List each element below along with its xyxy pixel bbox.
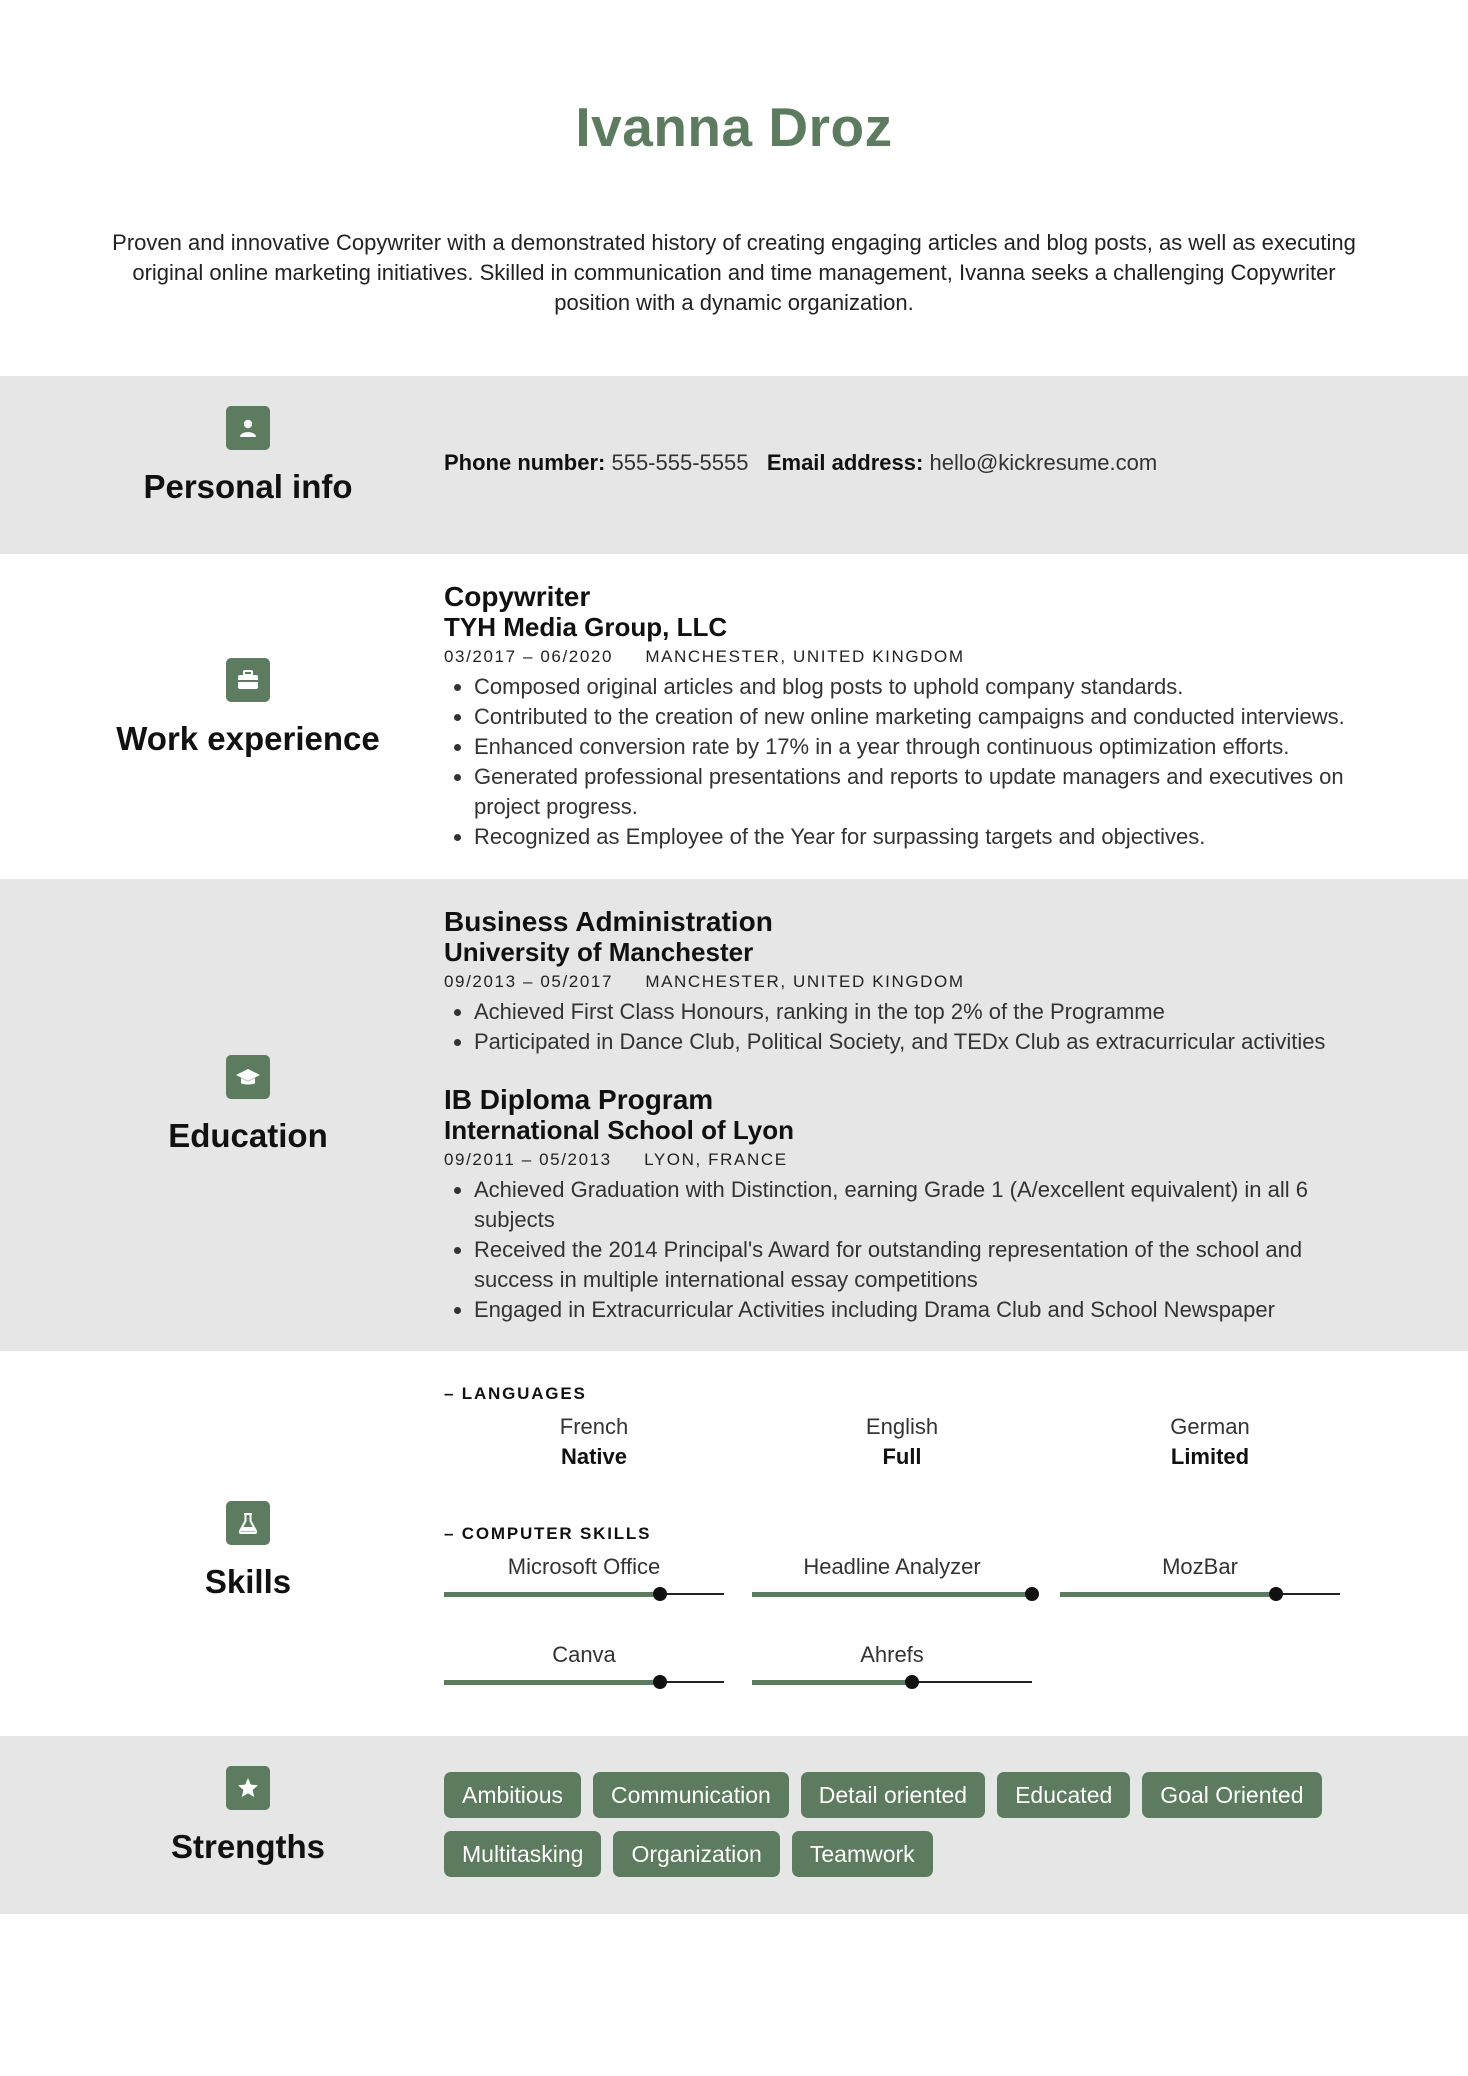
education-dates: 09/2011 – 05/2013 xyxy=(444,1150,612,1169)
language-level: Native xyxy=(560,1444,628,1469)
skill-rating-bar xyxy=(752,1674,1032,1690)
language-level: Full xyxy=(882,1444,922,1469)
section-skills xyxy=(0,1351,1468,1736)
work-content xyxy=(444,582,1374,852)
skill-rating-bar xyxy=(444,1586,724,1602)
language-item xyxy=(752,1412,1052,1472)
education-dates: 09/2013 – 05/2017 xyxy=(444,972,614,991)
graduation-cap-icon xyxy=(226,1055,270,1099)
strength-tag: Communication xyxy=(593,1772,789,1818)
school-name: International School of Lyon xyxy=(444,1115,795,1145)
skill-rating-fill xyxy=(752,1592,1032,1597)
skill-name: Ahrefs xyxy=(860,1642,924,1667)
computer-skill-item xyxy=(444,1552,724,1602)
skill-rating-fill xyxy=(444,1680,660,1685)
language-name: German xyxy=(1170,1414,1250,1439)
education-bullets xyxy=(444,997,1374,1057)
list-item: • Participated in Dance Club, Political Society, and TEDx Club as extracurricular activities xyxy=(474,1027,1374,1057)
strength-tags xyxy=(444,1772,1374,1890)
computer-skill-item xyxy=(444,1640,724,1690)
language-level: Limited xyxy=(1170,1444,1250,1469)
list-item: • Achieved First Class Honours, ranking in the top 2% of the Programme xyxy=(474,997,1374,1027)
languages-heading: – LANGUAGES xyxy=(444,1384,587,1403)
personal-info-sidebar xyxy=(0,406,496,506)
list-item: • Achieved Graduation with Distinction, earning Grade 1 (A/excellent equivalent) in all 6 subjects xyxy=(474,1175,1374,1235)
skills-sidebar xyxy=(0,1501,496,1601)
computer-skills-grid xyxy=(444,1552,1374,1728)
strength-tag: Multitasking xyxy=(444,1831,601,1877)
language-name: English xyxy=(865,1414,939,1439)
language-name: French xyxy=(559,1414,629,1439)
section-title: Work experience xyxy=(116,720,380,757)
computer-skill-item xyxy=(752,1552,1032,1602)
section-title: Education xyxy=(168,1117,328,1154)
skill-rating-bar xyxy=(752,1586,1032,1602)
education-meta xyxy=(444,1149,1374,1171)
strength-tag: Ambitious xyxy=(444,1772,581,1818)
strength-tag: Goal Oriented xyxy=(1142,1772,1321,1818)
computer-skill-item xyxy=(752,1640,1032,1690)
section-title: Skills xyxy=(204,1563,292,1600)
email-label: Email address: xyxy=(766,450,924,475)
job-meta xyxy=(444,646,1374,668)
skill-rating-fill xyxy=(1060,1592,1276,1597)
section-title: Personal info xyxy=(143,468,353,505)
flask-icon xyxy=(226,1501,270,1545)
list-item: • Generated professional presentations and reports to update managers and executives on project progress. xyxy=(474,762,1374,822)
skill-name: Microsoft Office xyxy=(507,1554,661,1579)
list-item: • Composed original articles and blog posts to uphold company standards. xyxy=(474,672,1374,702)
degree-title: Business Administration xyxy=(444,906,773,937)
section-education xyxy=(0,879,1468,1351)
section-personal-info xyxy=(0,376,1468,554)
language-item xyxy=(1060,1412,1360,1472)
list-item: • Enhanced conversion rate by 17% in a year through continuous optimization efforts. xyxy=(474,732,1374,762)
work-sidebar xyxy=(0,658,496,758)
education-content xyxy=(444,907,1374,1325)
degree-title: IB Diploma Program xyxy=(444,1084,714,1115)
star-icon xyxy=(226,1766,270,1810)
computer-skills-heading: – COMPUTER SKILLS xyxy=(444,1524,652,1543)
skill-name: Headline Analyzer xyxy=(803,1554,981,1579)
phone-label: Phone number: xyxy=(444,450,606,475)
skill-rating-fill xyxy=(444,1592,660,1597)
job-bullets xyxy=(444,672,1374,852)
list-item: • Contributed to the creation of new online marketing campaigns and conducted interviews. xyxy=(474,702,1374,732)
skill-rating-marker xyxy=(1025,1587,1039,1601)
skill-rating-marker xyxy=(905,1675,919,1689)
job-company: TYH Media Group, LLC xyxy=(444,612,728,642)
list-item: • Engaged in Extracurricular Activities including Drama Club and School Newspaper xyxy=(474,1295,1374,1325)
skill-name: MozBar xyxy=(1162,1554,1238,1579)
phone-value: 555-555-5555 xyxy=(611,450,749,475)
job-dates: 03/2017 – 06/2020 xyxy=(444,647,614,666)
skill-rating-marker xyxy=(1269,1587,1283,1601)
school-name: University of Manchester xyxy=(444,937,754,967)
email-value: hello@kickresume.com xyxy=(929,450,1158,475)
education-item xyxy=(444,1085,1374,1325)
education-bullets xyxy=(444,1175,1374,1325)
profile-summary: Proven and innovative Copywriter with a demonstrated history of creating engaging articles and blog posts, as well as executing original online marketing initiatives. Skilled in communication and time management, Ivanna seeks a challenging Copywriter position with a dynamic organization. xyxy=(112,230,1356,315)
skill-rating-fill xyxy=(752,1680,912,1685)
strength-tag: Teamwork xyxy=(792,1831,933,1877)
personal-info-content xyxy=(444,450,1374,476)
job-title: Copywriter xyxy=(444,581,591,612)
language-item xyxy=(444,1412,744,1472)
strength-tag: Organization xyxy=(613,1831,779,1877)
section-title: Strengths xyxy=(170,1828,325,1865)
education-location: LYON, FRANCE xyxy=(644,1150,788,1169)
computer-skill-item xyxy=(1060,1552,1340,1602)
education-location: MANCHESTER, UNITED KINGDOM xyxy=(645,972,965,991)
languages-grid xyxy=(444,1412,1374,1472)
section-work-experience xyxy=(0,554,1468,879)
education-sidebar xyxy=(0,1055,496,1155)
strengths-content xyxy=(444,1772,1374,1890)
user-icon xyxy=(226,406,270,450)
job-location: MANCHESTER, UNITED KINGDOM xyxy=(645,647,965,666)
skill-rating-bar xyxy=(444,1674,724,1690)
skill-rating-bar xyxy=(1060,1586,1340,1602)
section-strengths xyxy=(0,1736,1468,1914)
briefcase-icon xyxy=(226,658,270,702)
list-item: • Received the 2014 Principal's Award for outstanding representation of the school and success in multiple international essay competitions xyxy=(474,1235,1374,1295)
skill-rating-marker xyxy=(653,1587,667,1601)
education-meta xyxy=(444,971,1374,993)
education-item xyxy=(444,907,1374,1057)
skill-rating-marker xyxy=(653,1675,667,1689)
skill-name: Canva xyxy=(552,1642,616,1667)
strengths-sidebar xyxy=(0,1766,496,1866)
strength-tag: Educated xyxy=(997,1772,1130,1818)
candidate-name: Ivanna Droz xyxy=(575,96,893,158)
strength-tag: Detail oriented xyxy=(801,1772,985,1818)
skills-content xyxy=(444,1384,1374,1728)
list-item: • Recognized as Employee of the Year for surpassing targets and objectives. xyxy=(474,822,1374,852)
